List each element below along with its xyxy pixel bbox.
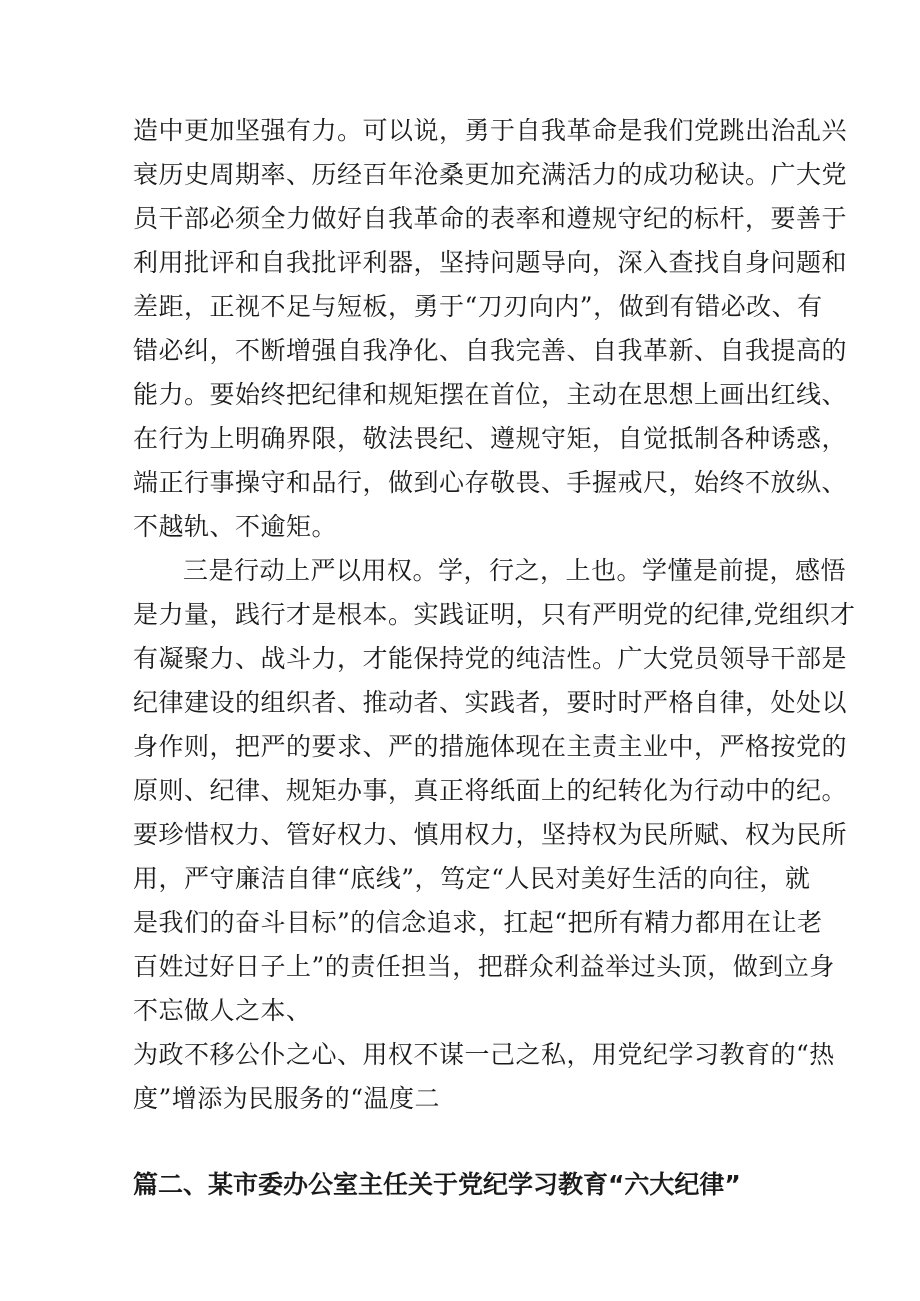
text-line: 身作则，把严的要求、严的措施体现在主责主业中，严格按党的	[133, 732, 848, 761]
text-line: 造中更加坚强有力。可以说，勇于自我革命是我们党跳出治乱兴	[133, 116, 848, 145]
text-line: 纪律建设的组织者、推动者、实践者，要时时严格自律，处处以	[133, 688, 848, 717]
text-line: 三是行动上严以用权。学，行之，上也。学懂是前提，感悟	[183, 556, 847, 585]
text-line: 不忘做人之本、	[133, 996, 312, 1025]
text-line: 员干部必须全力做好自我革命的表率和遵规守纪的标杆，要善于	[133, 204, 848, 233]
text-line: 用，严守廉洁自律“底线”，笃定“人民对美好生活的向往，就	[133, 864, 811, 893]
text-line: 是力量，践行才是根本。实践证明，只有严明党的纪律,党组织才	[133, 600, 856, 629]
text-line: 利用批评和自我批评利器，坚持问题导向，深入查找自身问题和	[133, 248, 848, 277]
text-line: 在行为上明确界限，敬法畏纪、遵规守矩，自觉抵制各种诱惑，	[133, 424, 848, 453]
text-line: 能力。要始终把纪律和规矩摆在首位，主动在思想上画出红线、	[133, 380, 848, 409]
text-line: 为政不移公仆之心、用权不谋一己之私，用党纪学习教育的“热	[133, 1040, 835, 1069]
text-line: 度”增添为民服务的“温度二	[133, 1084, 441, 1113]
text-line: 衰历史周期率、历经百年沧桑更加充满活力的成功秘诀。广大党	[133, 160, 848, 189]
text-line: 原则、纪律、规矩办事，真正将纸面上的纪转化为行动中的纪。	[133, 776, 848, 805]
text-line: 不越轨、不逾矩。	[133, 512, 338, 541]
text-line: 端正行事操守和品行，做到心存敬畏、手握戒尺，始终不放纵、	[133, 468, 848, 497]
text-line: 有凝聚力、战斗力，才能保持党的纯洁性。广大党员领导干部是	[133, 644, 848, 673]
text-line: 要珍惜权力、管好权力、慎用权力，坚持权为民所赋、权为民所	[133, 820, 848, 849]
text-line: 差距，正视不足与短板，勇于“刀刃向内”，做到有错必改、有	[133, 292, 823, 321]
text-line: 是我们的奋斗目标”的信念追求，扛起“把所有精力都用在让老	[133, 908, 823, 937]
text-line: 百姓过好日子上”的责任担当，把群众利益举过头顶，做到立身	[133, 952, 835, 981]
text-line: 错必纠，不断增强自我净化、自我完善、自我革新、自我提高的	[133, 336, 848, 365]
section-heading: 篇二、某市委办公室主任关于党纪学习教育“六大纪律”	[133, 1170, 741, 1199]
